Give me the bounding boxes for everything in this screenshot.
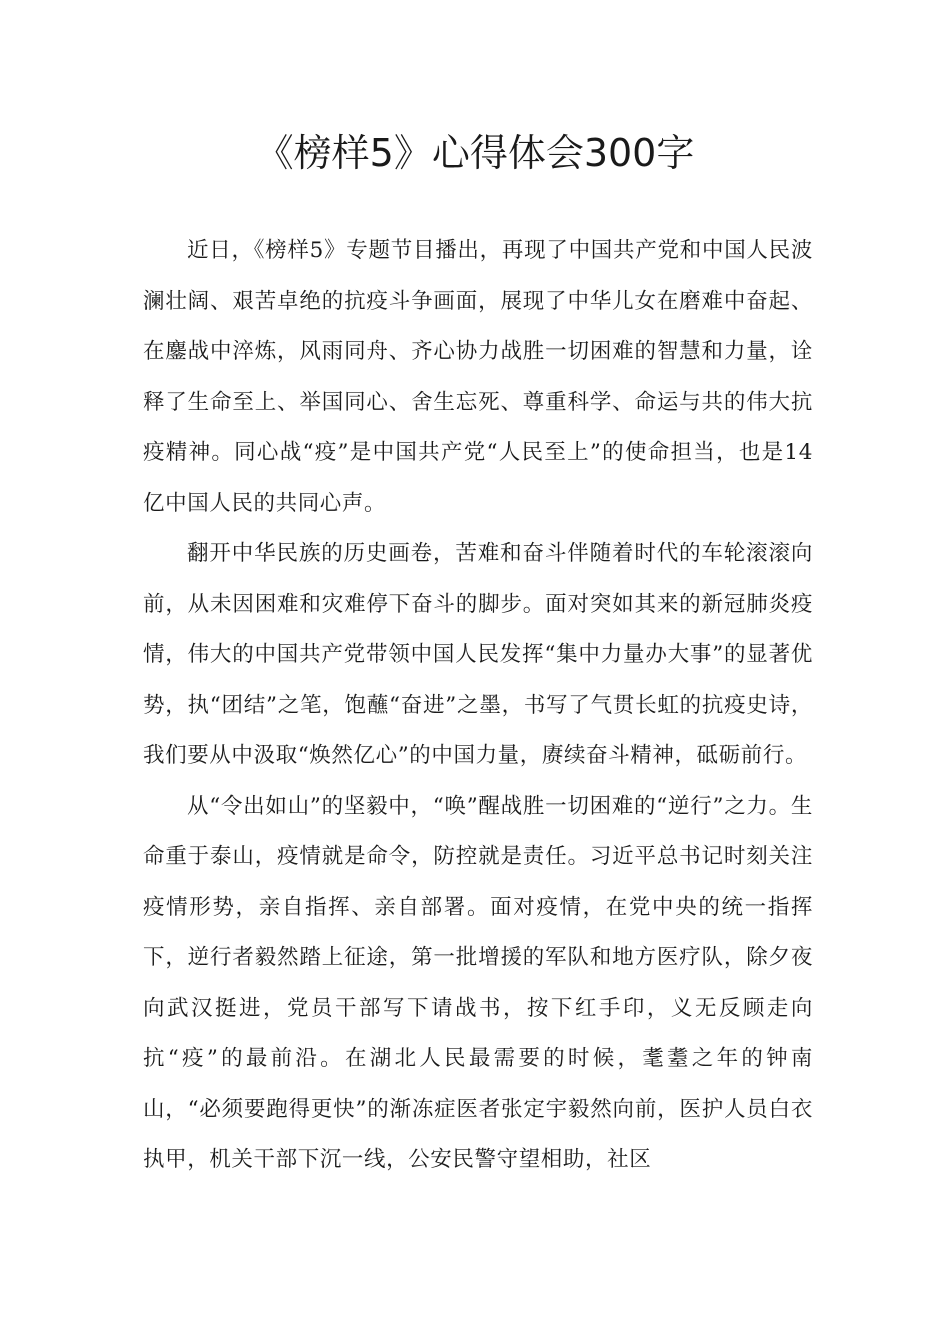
- paragraph-3: 从“令出如山”的坚毅中，“唤”醒战胜一切困难的“逆行”之力。生命重于泰山，疫情就是命令，防控就是责任。习近平总书记时刻关注疫情形势，亲自指挥、亲自部署。面对疫情，在党中央的统一指挥下，逆行者毅然踏上征途，第一批增援的军队和地方医疗队，除夕夜向武汉挺进，党员干部写下请战书，按下红手印，义无反顾走向抗“疫”的最前沿。在湖北人民最需要的时候，耄耋之年的钟南山，“必须要跑得更快”的渐冻症医者张定宇毅然向前，医护人员白衣执甲，机关干部下沉一线，公安民警守望相助，社区: [143, 793, 813, 1172]
- document-title: 《榜样5》心得体会300字: [255, 131, 695, 175]
- document-body: [143, 226, 813, 1186]
- paragraph-1: 近日，《榜样5》专题节目播出，再现了中国共产党和中国人民波澜壮阔、艰苦卓绝的抗疫斗争画面，展现了中华儿女在磨难中奋起、在鏖战中淬炼，风雨同舟、齐心协力战胜一切困难的智慧和力量，诠释了生命至上、举国同心、舍生忘死、尊重科学、命运与共的伟大抗疫精神。同心战“疫”是中国共产党“人民至上”的使命担当，也是14亿中国人民的共同心声。: [143, 238, 813, 516]
- paragraph-2: 翻开中华民族的历史画卷，苦难和奋斗伴随着时代的车轮滚滚向前，从未因困难和灾难停下奋斗的脚步。面对突如其来的新冠肺炎疫情，伟大的中国共产党带领中国人民发挥“集中力量办大事”的显著优势，执“团结”之笔，饱蘸“奋进”之墨，书写了气贯长虹的抗疫史诗，我们要从中汲取“焕然亿心”的中国力量，赓续奋斗精神，砥砺前行。: [143, 541, 813, 768]
